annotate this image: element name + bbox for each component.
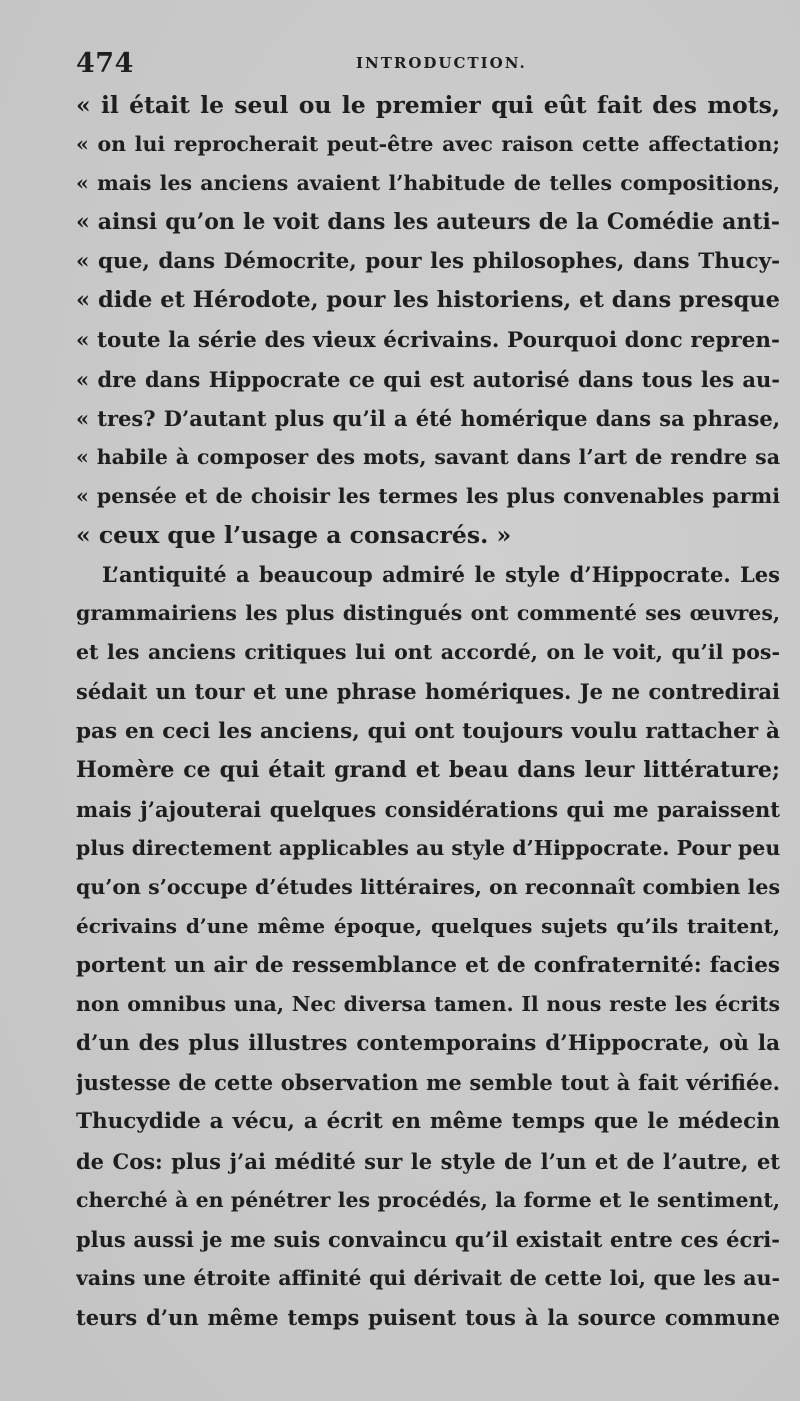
- text-line: teurs d’un même temps puisent tous à la source commune: [76, 1304, 780, 1330]
- text-line: écrivains d’une même époque, quelques sujets qu’ils traitent,: [76, 913, 780, 938]
- text-line: Thucydide a vécu, a écrit en même temps que le médecin: [76, 1109, 780, 1135]
- text-line: non omnibus una, Nec diversa tamen. Il nous reste les écrits: [76, 992, 780, 1017]
- text-line: « ceux que l’usage a consacrés. »: [76, 521, 512, 550]
- text-line: qu’on s’occupe d’études littéraires, on reconnaît combien les: [76, 874, 780, 899]
- text-line: « dide et Hérodote, pour les historiens, et dans presque: [76, 287, 780, 314]
- text-line: et les anciens critiques lui ont accordé, on le voit, qu’il pos-: [76, 640, 780, 665]
- body-text: [76, 86, 780, 1337]
- text-line: grammairiens les plus distingués ont commenté ses œuvres,: [76, 601, 780, 626]
- text-line: pas en ceci les anciens, qui ont toujours voulu rattacher à: [76, 718, 780, 744]
- running-head: INTRODUCTION.: [356, 54, 527, 72]
- text-line: portent un air de ressemblance et de confraternité: facies: [76, 953, 780, 979]
- page-header: [76, 48, 776, 84]
- text-line: « habile à composer des mots, savant dans l’art de rendre sa: [76, 444, 780, 469]
- text-line: « dre dans Hippocrate ce qui est autorisé dans tous les au-: [76, 366, 780, 392]
- text-line: « tres? D’autant plus qu’il a été homérique dans sa phrase,: [76, 405, 780, 431]
- text-line: vains une étroite affinité qui dérivait de cette loi, que les au-: [76, 1265, 780, 1290]
- text-line: de Cos: plus j’ai médité sur le style de l’un et de l’autre, et: [76, 1148, 780, 1174]
- page-number: 474: [76, 48, 134, 79]
- text-line: « toute la série des vieux écrivains. Pourquoi donc repren-: [76, 327, 780, 353]
- text-line: cherché à en pénétrer les procédés, la forme et le sentiment,: [76, 1187, 780, 1212]
- text-line: « mais les anciens avaient l’habitude de telles compositions,: [76, 171, 780, 196]
- text-line: Homère ce qui était grand et beau dans leur littérature;: [76, 756, 780, 783]
- text-line: « ainsi qu’on le voit dans les auteurs de la Comédie anti-: [76, 209, 780, 236]
- text-line: plus aussi je me suis convaincu qu’il existait entre ces écri-: [76, 1226, 780, 1252]
- paragraph-start-line: L’antiquité a beaucoup admiré le style d’Hippocrate. Les: [102, 562, 780, 588]
- text-line: « il était le seul ou le premier qui eût fait des mots,: [76, 91, 780, 119]
- text-line: « pensée et de choisir les termes les plus convenables parmi: [76, 483, 780, 508]
- text-line: justesse de cette observation me semble tout à fait vérifiée.: [76, 1070, 780, 1096]
- text-line: « on lui reprocherait peut-être avec raison cette affectation;: [76, 132, 780, 157]
- text-line: sédait un tour et une phrase homériques. Je ne contredirai: [76, 679, 780, 705]
- text-line: plus directement applicables au style d’Hippocrate. Pour peu: [76, 835, 780, 860]
- text-line: mais j’ajouterai quelques considérations qui me paraissent: [76, 796, 780, 822]
- text-line: « que, dans Démocrite, pour les philosophes, dans Thucy-: [76, 249, 780, 275]
- text-line: d’un des plus illustres contemporains d’Hippocrate, où la: [76, 1031, 780, 1057]
